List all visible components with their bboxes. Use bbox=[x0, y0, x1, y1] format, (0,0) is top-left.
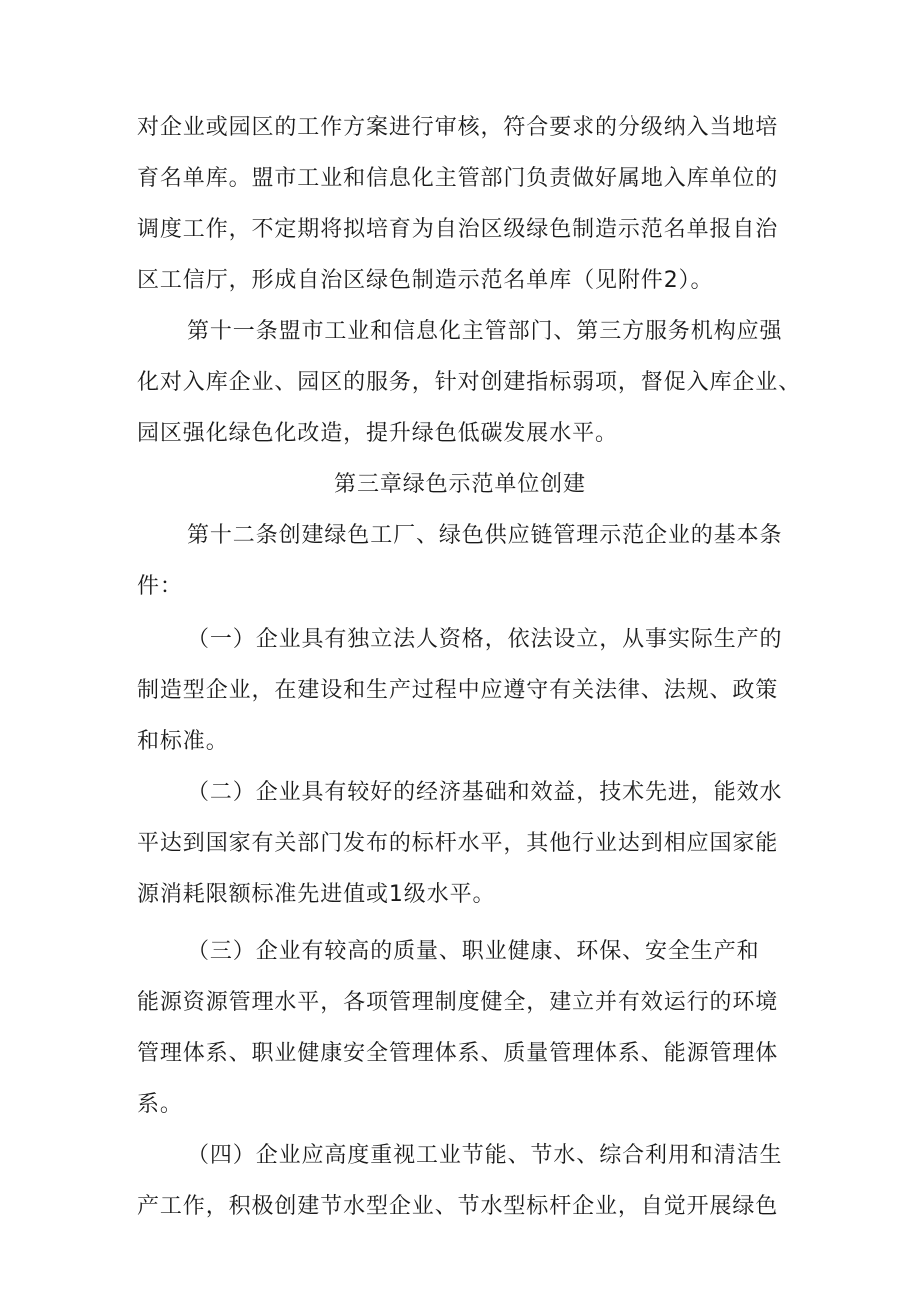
text-line: （四）企业应高度重视工业节能、节水、综合利用和清洁生 bbox=[187, 1143, 783, 1168]
text-line: 制造型企业，在建设和生产过程中应遵守有关法律、法规、政策 bbox=[137, 678, 779, 703]
text-line: 区工信厅，形成自治区绿色制造示范名单库（见附件2）。 bbox=[137, 268, 714, 293]
text-line: 平达到国家有关部门发布的标杆水平，其他行业达到相应国家能 bbox=[137, 831, 779, 856]
text-line: 育名单库。盟市工业和信息化主管部门负责做好属地入库单位的 bbox=[137, 166, 779, 191]
text-line: 管理体系、职业健康安全管理体系、质量管理体系、能源管理体 bbox=[137, 1041, 779, 1066]
text-line: 第十一条盟市工业和信息化主管部门、第三方服务机构应强 bbox=[187, 319, 783, 344]
text-line: （二）企业具有较好的经济基础和效益，技术先进，能效水 bbox=[187, 780, 783, 805]
text-line: 调度工作，不定期将拟培育为自治区级绿色制造示范名单报自治 bbox=[137, 217, 779, 242]
text-line: 产工作，积极创建节水型企业、节水型标杆企业，自觉开展绿色 bbox=[137, 1194, 779, 1219]
chapter-heading: 第三章绿色示范单位创建 bbox=[334, 472, 586, 497]
text-line: 对企业或园区的工作方案进行审核，符合要求的分级纳入当地培 bbox=[137, 115, 779, 140]
text-line: 源消耗限额标准先进值或1级水平。 bbox=[137, 882, 496, 907]
text-line: 第十二条创建绿色工厂、绿色供应链管理示范企业的基本条 bbox=[187, 523, 783, 548]
text-line: 化对入库企业、园区的服务，针对创建指标弱项，督促入库企业、 bbox=[137, 370, 802, 395]
text-line: 能源资源管理水平，各项管理制度健全，建立并有效运行的环境 bbox=[137, 990, 779, 1015]
text-line: （一）企业具有独立法人资格，依法设立，从事实际生产的 bbox=[187, 627, 783, 652]
text-line: 和标准。 bbox=[137, 729, 229, 754]
text-line: 园区强化绿色化改造，提升绿色低碳发展水平。 bbox=[137, 421, 618, 446]
text-line: 件： bbox=[137, 574, 183, 599]
text-line: 系。 bbox=[137, 1092, 183, 1117]
text-line: （三）企业有较高的质量、职业健康、环保、安全生产和 bbox=[187, 939, 760, 964]
